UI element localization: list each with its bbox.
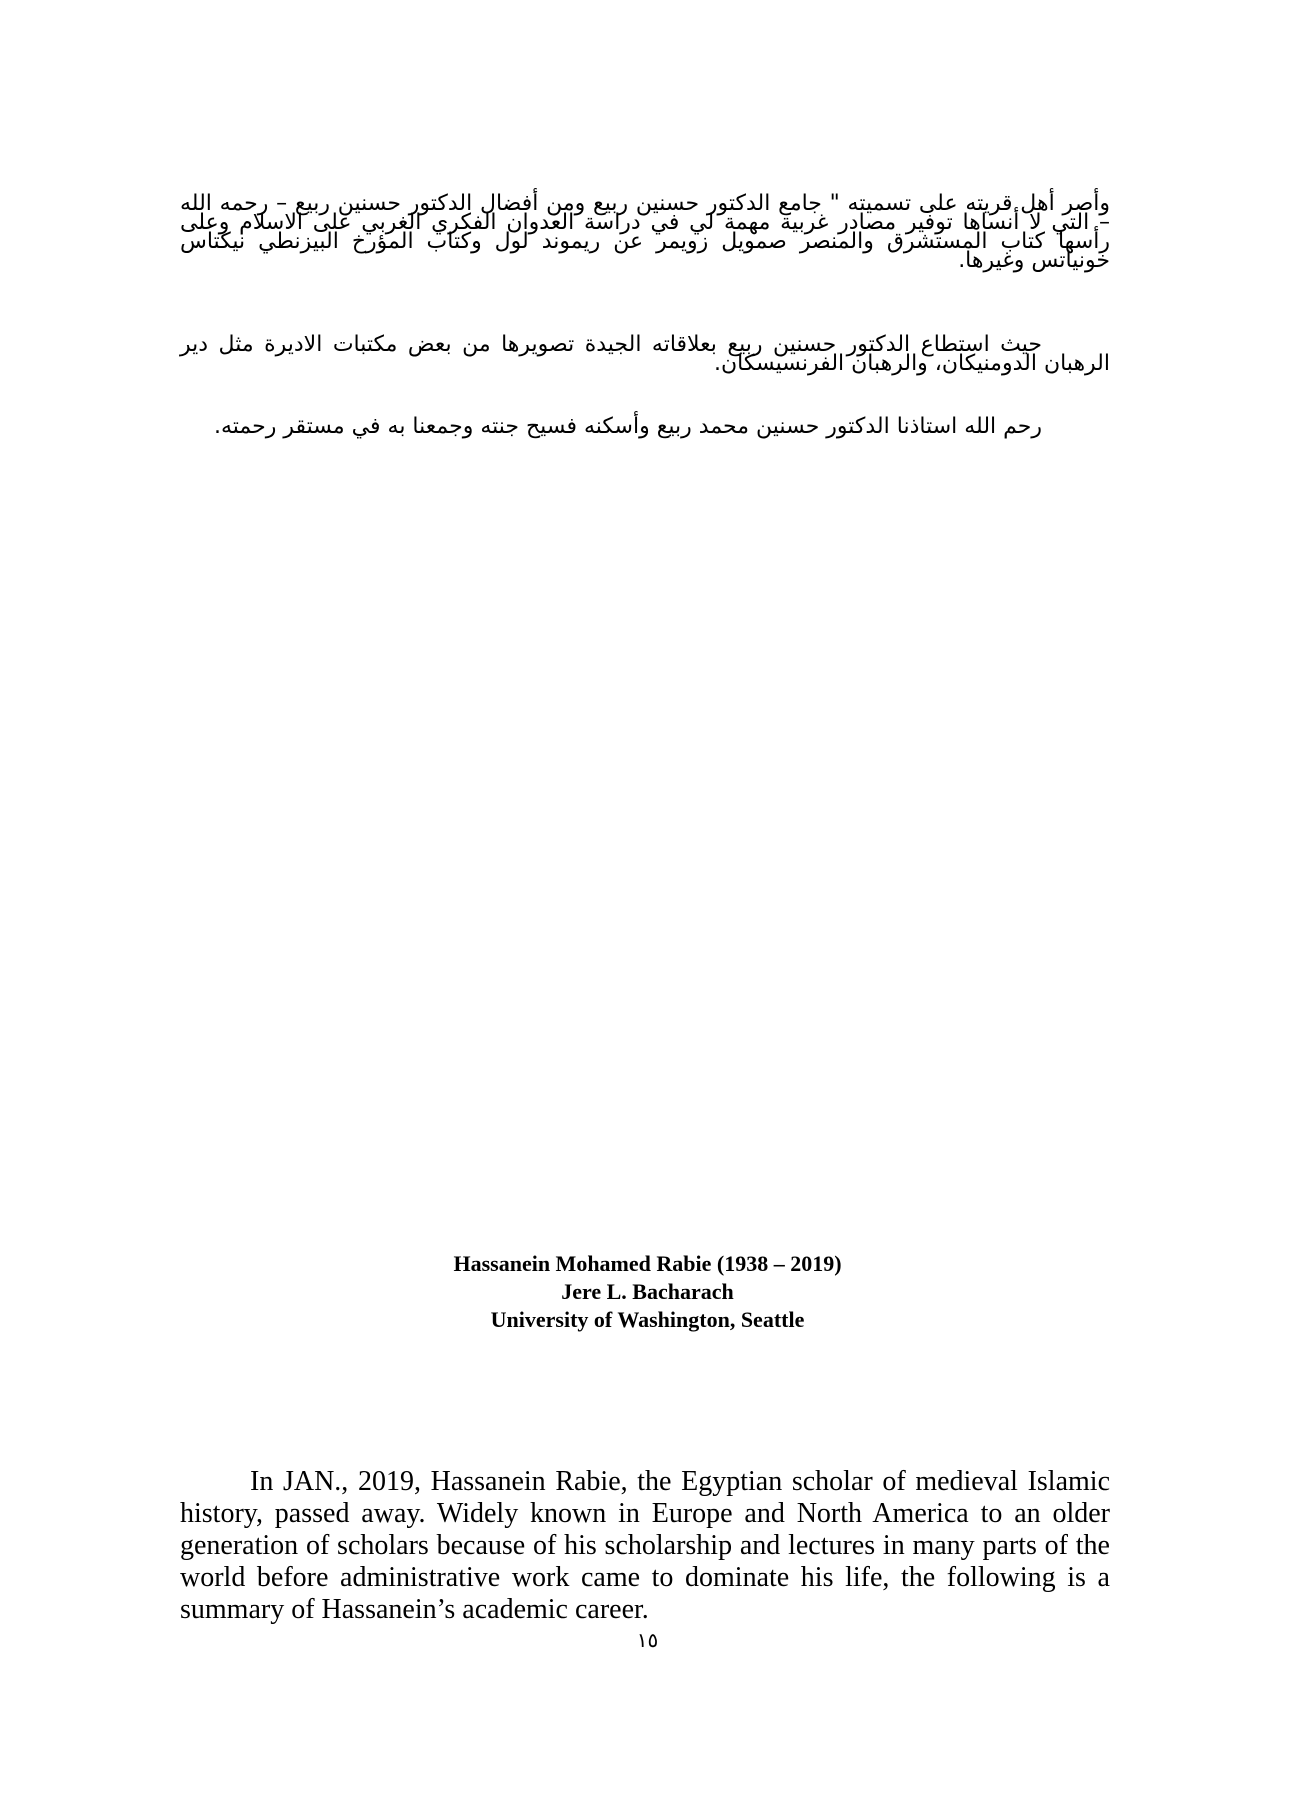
page-number: ١٥	[636, 1628, 659, 1652]
arabic-paragraph-3: رحم الله استاذنا الدكتور حسنين محمد ربيع وأسكنه فسيح جنته وجمعنا به في مستقر رحمته.	[214, 414, 1042, 439]
article-author: Jere L. Bacharach	[561, 1279, 734, 1304]
article-title: Hassanein Mohamed Rabie (1938 – 2019)	[453, 1251, 842, 1276]
english-paragraph: In JAN., 2019, Hassanein Rabie, the Egyptian scholar of medieval Islamic history, passed away. Widely known in Europe and North America to an older generation of scholars because of his scholarship and lectures in many parts of the world before administrative work came to dominate his life, the following is a summary of Hassanein’s academic career.	[180, 1466, 1110, 1625]
article-affiliation: University of Washington, Seattle	[490, 1307, 805, 1332]
article-header	[0, 1250, 1295, 1334]
arabic-paragraph-1: وأصر أهل قريته على تسميته " جامع الدكتور حسنين ربيع ومن أفضال الدكتور حسنين ربيع – رحمه الله – التي لا أنساها توفير مصادر غربية مهمة لي في دراسة العدوان الفكري الغربي على الاسلام وعلى رأسها كتاب المستشرق والمنصر صمويل زويمر عن ريموند لول وكتاب المؤرخ البيزنطي نيكتاس خونياتس وغيرها.	[180, 191, 1110, 273]
arabic-paragraph-2: حيث استطاع الدكتور حسنين ربيع بعلاقاته الجيدة تصويرها من بعض مكتبات الاديرة مثل دير الرهبان الدومنيكان، والرهبان الفرنسيسكان.	[180, 332, 1110, 376]
